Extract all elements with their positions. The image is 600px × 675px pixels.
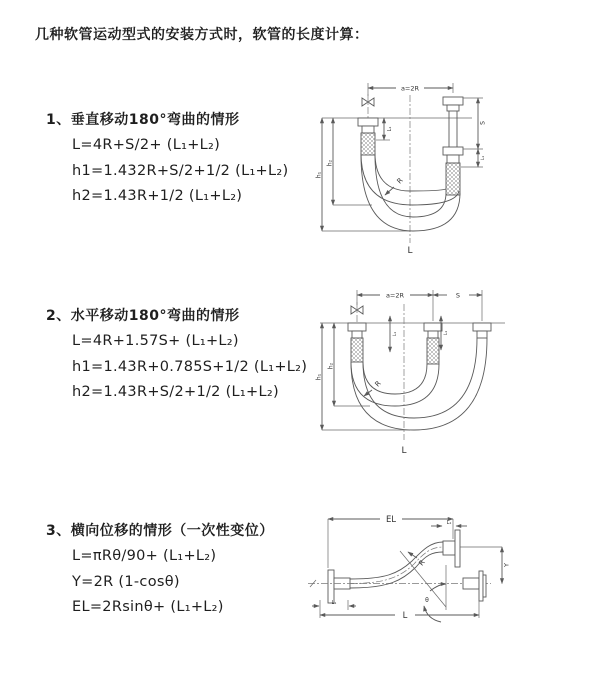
section-heading: 2、水平移动180°弯曲的情形 xyxy=(46,308,240,324)
braided-hose xyxy=(351,338,363,362)
radius-label: R xyxy=(395,176,405,186)
flange-neck xyxy=(443,541,455,555)
formula-line: Y=2R (1-cosθ) xyxy=(72,573,180,590)
flange xyxy=(348,323,366,331)
dim-label-l1-top: L₁ xyxy=(446,520,452,526)
flange xyxy=(479,571,483,601)
dim-label-h1: h₁ xyxy=(315,171,323,179)
braided-hose xyxy=(446,163,460,195)
flange xyxy=(455,530,460,567)
dim-label-h2: h₂ xyxy=(326,159,334,167)
flange-neck xyxy=(362,126,374,133)
flange-neck xyxy=(428,331,438,338)
flange xyxy=(443,97,463,105)
flange-neck xyxy=(352,331,362,338)
flange xyxy=(424,323,442,331)
flange-neck xyxy=(463,578,479,589)
radius-label: R xyxy=(417,558,427,568)
section-lateral-displacement xyxy=(46,521,274,621)
formula-line: h2=1.43R+1/2 (L₁+L₂) xyxy=(72,188,243,204)
dim-label-l1: L₁ xyxy=(387,126,393,132)
formula-line: h2=1.43R+S/2+1/2 (L₁+L₂) xyxy=(72,384,279,400)
formula-line: L=πRθ/90+ (L₁+L₂) xyxy=(72,548,217,564)
flange-neck xyxy=(447,155,459,163)
dim-label-y: Y xyxy=(502,563,511,567)
formula-block xyxy=(72,544,274,621)
diagram-vertical-180-bend xyxy=(310,75,600,257)
length-label: L xyxy=(407,246,413,256)
section-heading: 1、垂直移动180°弯曲的情形 xyxy=(46,112,240,128)
flange xyxy=(328,570,334,603)
formula-block xyxy=(72,133,288,210)
dim-label-l1b: L₁ xyxy=(444,330,449,336)
diagram-lateral-displacement xyxy=(300,505,600,640)
formula-line: L=4R+1.57S+ (L₁+L₂) xyxy=(72,333,239,349)
flange xyxy=(473,323,491,331)
braided-hose xyxy=(361,133,375,155)
section-horizontal-movement xyxy=(46,306,307,406)
dim-label-span: a=2R xyxy=(385,291,405,300)
formula-block xyxy=(72,329,307,406)
formula-line: L=4R+S/2+ (L₁+L₂) xyxy=(72,137,221,153)
flange-cap xyxy=(483,575,486,597)
braided-hose xyxy=(427,338,439,364)
dim-label-span: a=2R xyxy=(400,84,420,93)
radius-label: R xyxy=(373,379,383,389)
flange-neck xyxy=(447,105,459,111)
formula-line: EL=2Rsinθ+ (L₁+L₂) xyxy=(72,599,224,615)
flange xyxy=(358,118,378,126)
length-label: L xyxy=(402,611,408,621)
section-vertical-movement xyxy=(46,110,288,210)
flange-neck xyxy=(477,331,487,338)
length-label: L xyxy=(401,446,407,456)
formula-line: h1=1.43R+0.785S+1/2 (L₁+L₂) xyxy=(72,358,308,375)
dim-label-s: S xyxy=(479,121,487,125)
dim-label-l1-left: L₁ xyxy=(331,600,337,606)
dim-label-l1b: L₁ xyxy=(481,155,486,161)
diagram-horizontal-180-bend xyxy=(310,282,600,457)
angle-label: θ xyxy=(425,597,429,604)
dim-label-h1: h₁ xyxy=(315,373,323,381)
section-heading: 3、横向位移的情形（一次性变位） xyxy=(46,523,274,539)
dim-label-el: EL xyxy=(385,515,397,525)
dim-label-h2: h₂ xyxy=(327,362,335,370)
page-title: 几种软管运动型式的安装方式时，软管的长度计算： xyxy=(35,27,369,43)
dim-label-s: S xyxy=(455,291,461,300)
flange xyxy=(443,147,463,155)
dim-label-l1: L₁ xyxy=(393,331,398,337)
formula-line: h1=1.432R+S/2+1/2 (L₁+L₂) xyxy=(72,162,289,179)
